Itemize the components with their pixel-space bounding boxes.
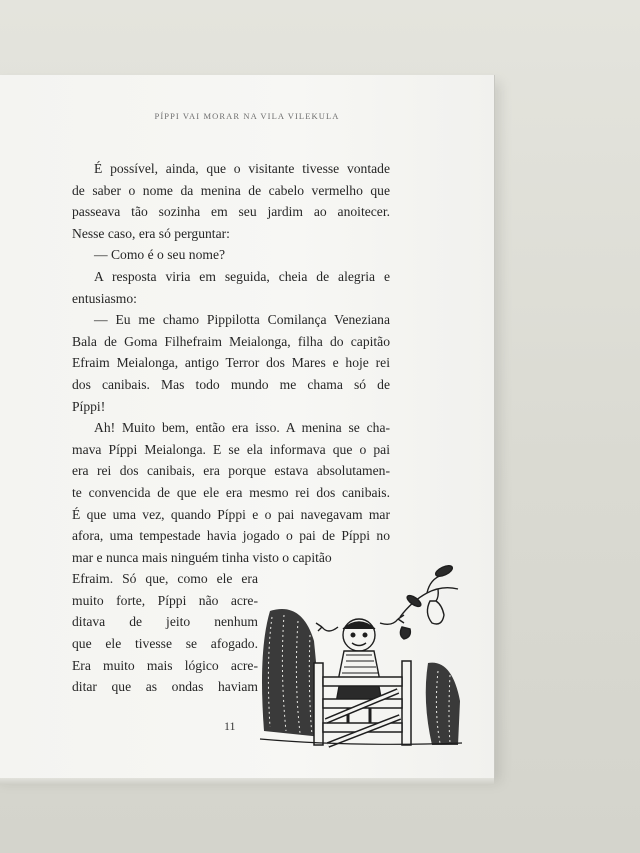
text-line: ditava de jeito nenhum	[72, 614, 258, 630]
right-bush	[426, 663, 460, 745]
text-line: ditar que as ondas haviam	[72, 679, 258, 695]
text-line: mava Píppi Meialonga. E se ela informava que o pai	[72, 441, 390, 457]
text-line: Ah! Muito bem, então era isso. A menina se cha-	[94, 420, 390, 436]
text-line: que ele tivesse se afogado.	[72, 636, 258, 652]
text-line: Efraim. Só que, como ele era	[72, 571, 258, 587]
text-line: A resposta viria em seguida, cheia de alegria e	[94, 268, 390, 284]
pippi-figure	[316, 615, 404, 729]
running-head: PÍPPI VAI MORAR NA VILA VILEKULA	[154, 111, 340, 121]
text-line: Píppi!	[72, 398, 106, 414]
page-edge	[0, 778, 494, 784]
left-bush	[262, 609, 322, 737]
text-line: muito forte, Píppi não acre-	[72, 592, 258, 608]
text-line: era rei dos canibais, era porque estava absolutamen-	[72, 463, 390, 479]
text-line: Nesse caso, era só perguntar:	[72, 225, 230, 241]
text-line: Bala de Goma Filhefraim Meialonga, filha do capitão	[72, 333, 390, 349]
text-line: dos canibais. Mas todo mundo me chama só de	[72, 376, 390, 392]
text-line: Era muito mais lógico acre-	[72, 657, 258, 673]
text-line: — Como é o seu nome?	[94, 247, 226, 263]
branch-with-pear	[400, 564, 458, 639]
text-line: afora, uma tempestade havia jogado o pai de Píppi no	[72, 528, 390, 544]
pippi-gate-illustration	[252, 531, 468, 751]
text-line: te convencida de que ele era mesmo rei dos canibais.	[72, 484, 390, 500]
text-line: passeava tão sozinha em seu jardim ao anoitecer.	[72, 204, 390, 220]
text-line: É possível, ainda, que o visitante tivesse vontade	[94, 161, 390, 176]
text-line: de saber o nome da menina de cabelo vermelho que	[72, 182, 390, 198]
text-line: entusiasmo:	[72, 290, 137, 306]
text-line: — Eu me chamo Pippilotta Comilança Veneziana	[94, 312, 390, 328]
page-number: 11	[224, 719, 236, 733]
book-page	[0, 75, 495, 780]
text-line: É que uma vez, quando Píppi e o pai navegavam mar	[72, 506, 390, 522]
text-line: mar e nunca mais ninguém tinha visto o capitão	[72, 549, 332, 565]
text-line: Efraim Meialonga, antigo Terror dos Mares e hoje rei	[72, 355, 390, 371]
